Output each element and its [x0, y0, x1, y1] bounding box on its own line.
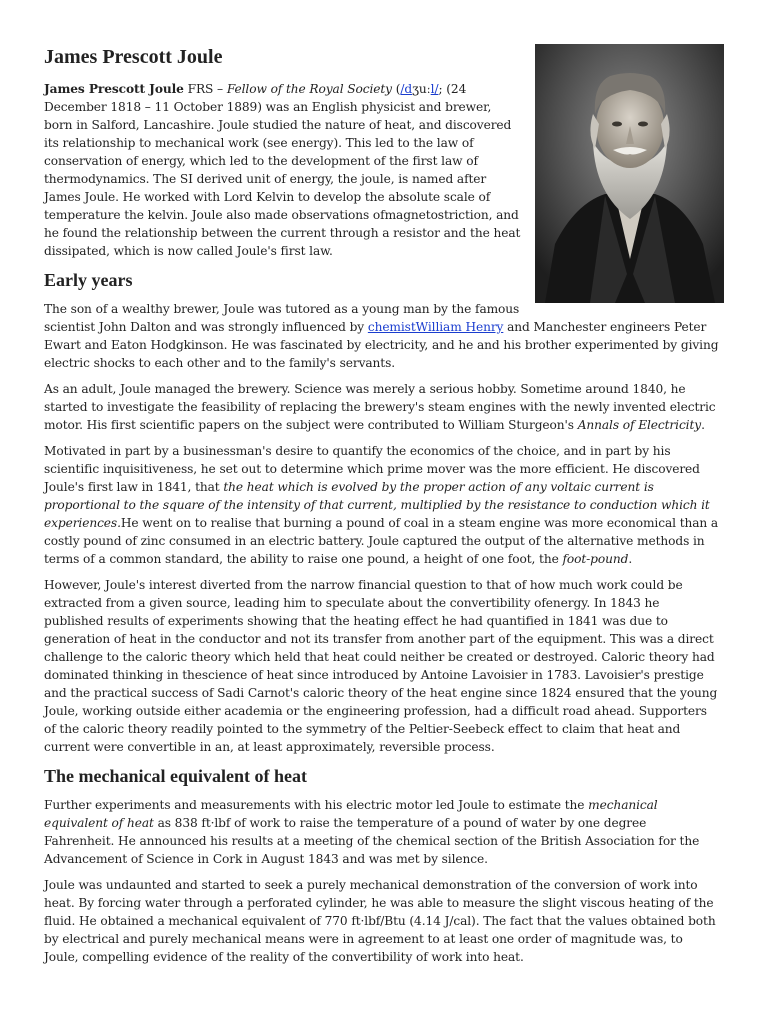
early-years-p3-text-a: Motivated in part by a businessman's desire to quantify the economics of the choice, and in part by his scientific inquisitiveness, he set out to determine which prime mover was the more efficient. He discovered Joule's first law in 1841, that	[44, 444, 700, 494]
article	[44, 44, 720, 974]
mechanical-paragraph-1	[44, 796, 720, 868]
mechanical-p1-text-b: as 838 ft·lbf of work to raise the temperature of a pound of water by one degree Fahrenheit. He announced his results at a meeting of the chemical section of the British Association for the Advancement of Science in Cork in August 1843 and was met by silence.	[44, 816, 700, 866]
pronunciation-link-2[interactable]: l/	[430, 82, 439, 96]
intro-body-text: ; (24 December 1818 – 11 October 1889) was an English physicist and brewer, born in Salford, Lancashire. Joule studied the nature of heat, and discovered its relationship to mechanical work (see energy). This led to the law of conservation of energy, which led to the development of the first law of thermodynamics. The SI derived unit of energy, the joule, is named after James Joule. He worked with Lord Kelvin to develop the absolute scale of temperature the kelvin. Joule also made observations ofmagnetostriction, and he found the relationship between the current through a resistor and the heat dissipated, which is now called Joule's first law.	[44, 82, 521, 258]
early-years-p2-end: .	[701, 418, 705, 432]
mechanical-p1-text-a: Further experiments and measurements with his electric motor led Joule to estimate the	[44, 798, 589, 812]
joule-first-law-quote: the heat which is evolved by the proper action of any voltaic current is proportional to the square of the intensity of that current, multiplied by the resistance to conduction which it experiences.	[44, 480, 710, 530]
early-years-p3-end: .	[628, 552, 633, 566]
pronunciation-open: (	[395, 82, 401, 96]
page-title: James Prescott Joule	[44, 46, 223, 68]
mechanical-equivalent-term: mechanical equivalent of heat	[44, 798, 658, 830]
portrait-illustration	[535, 44, 724, 303]
subject-name: James Prescott Joule	[44, 82, 184, 96]
early-years-paragraph-4: However, Joule's interest diverted from the narrow financial question to that of how much work could be extracted from a given source, leading him to speculate about the convertibility ofenergy. In 1843 he published results of experiments showing that the heating effect he had quantified in 1841 was due to generation of heat in the conductor and not its transfer from another part of the equipment. This was a direct challenge to the caloric theory which held that heat could neither be created or destroyed. Caloric theory had dominated thinking in thescience of heat since introduced by Antoine Lavoisier in 1783. Lavoisier's prestige and the practical success of Sadi Carnot's caloric theory of the heat engine since 1824 ensured that the young Joule, working outside either academia or the engineering profession, had a difficult road ahead. Supporters of the caloric theory readily pointed to the symmetry of the Peltier-Seebeck effect to claim that heat and current were convertible in an, at least approximately, reversible process.	[44, 578, 718, 754]
fellow-royal-society-text: Fellow of the Royal Society	[226, 82, 392, 96]
mechanical-paragraph-2: Joule was undaunted and started to seek a purely mechanical demonstration of the conversion of work into heat. By forcing water through a perforated cylinder, he was able to measure the slight viscous heating of the fluid. He obtained a mechanical equivalent of 770 ft·lbf/Btu (4.14 J/cal). The fact that the values obtained both by electrical and purely mechanical means were in agreement to at least one order of magnitude was, to Joule, compelling evidence of the reality of the convertibility of work into heat.	[44, 878, 716, 964]
chemist-william-henry-link[interactable]: chemistWilliam Henry	[367, 320, 504, 334]
heading-early-years: Early years	[44, 270, 133, 290]
heading-mechanical-equivalent: The mechanical equivalent of heat	[44, 766, 307, 786]
annals-of-electricity-title: Annals of Electricity	[577, 418, 702, 432]
early-years-paragraph-3	[44, 442, 720, 568]
pronunciation-link-1[interactable]: /d	[400, 82, 413, 96]
early-years-p2-text: As an adult, Joule managed the brewery. Science was merely a serious hobby. Sometime around 1840, he started to investigate the feasibility of replacing the brewery's steam engines with the newly invented electric motor. His first scientific papers on the subject were contributed to William Sturgeon's	[44, 382, 716, 432]
foot-pound-term: foot-pound	[562, 552, 629, 566]
early-years-p1-text-a: The son of a wealthy brewer, Joule was tutored as a young man by the famous scientist John Dalton and was strongly influenced by	[44, 302, 520, 334]
pronunciation-mid: ʒuː	[412, 82, 431, 96]
joule-portrait-photo	[535, 44, 724, 303]
early-years-paragraph-1	[44, 300, 720, 372]
early-years-p3-text-b: He went on to realise that burning a pound of coal in a steam engine was more economical than a costly pound of zinc consumed in an electric battery. Joule captured the output of the alternative methods in terms of a common standard, the ability to raise one pound, a height of one foot, the	[44, 516, 719, 566]
early-years-paragraph-2	[44, 380, 720, 434]
frs-text: FRS –	[187, 82, 224, 96]
early-years-p1-text-b: and Manchester engineers Peter Ewart and Eaton Hodgkinson. He was fascinated by electricity, and he and his brother experimented by giving electric shocks to each other and to the family's servants.	[44, 320, 719, 370]
